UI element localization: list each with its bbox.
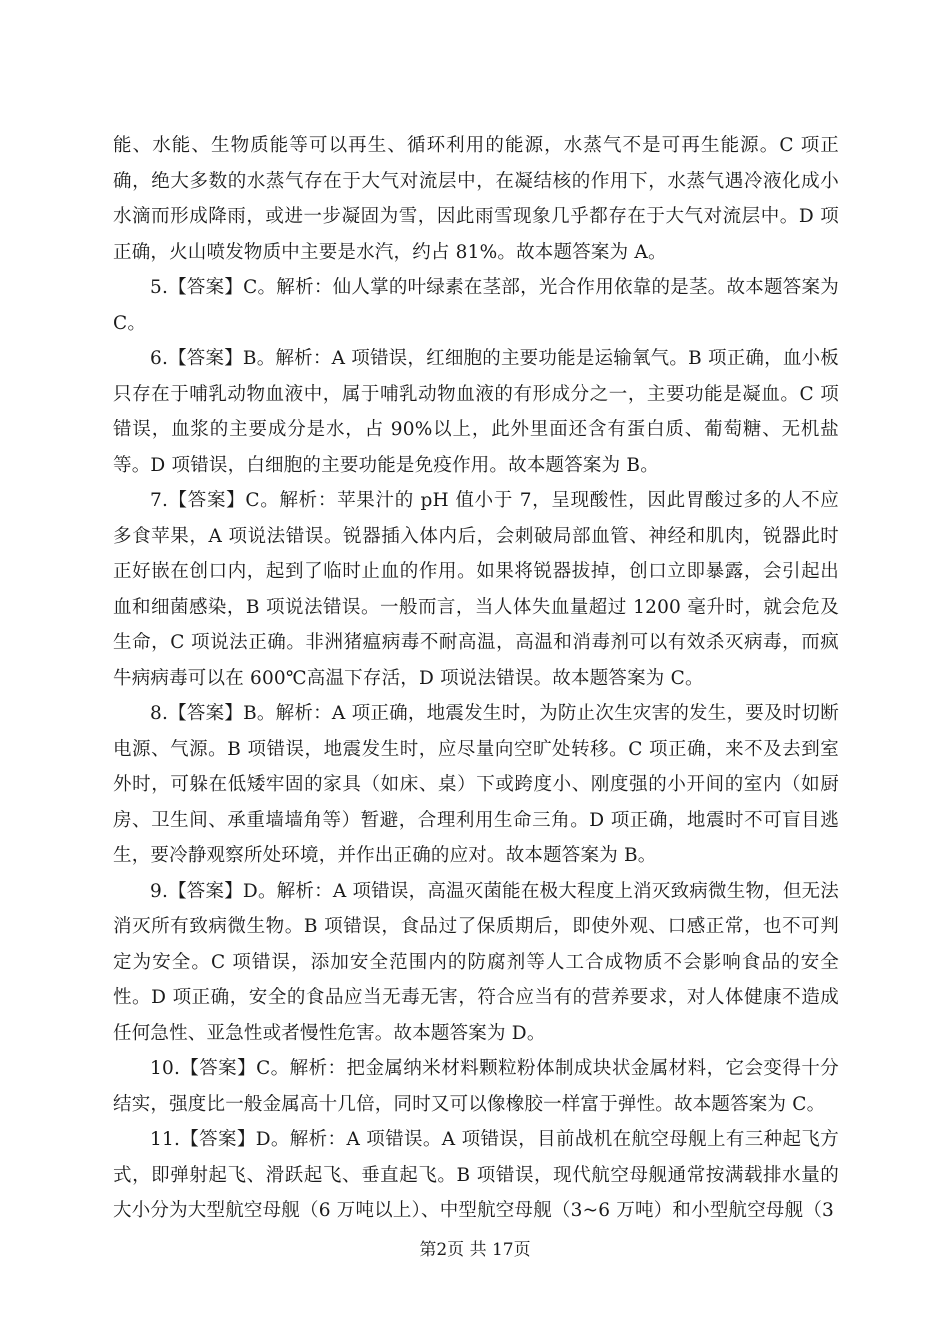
answer-11: 11.【答案】D。解析：A 项错误。A 项错误，目前战机在航空母舰上有三种起飞方式，即弹射起飞、滑跃起飞、垂直起飞。B 项错误，现代航空母舰通常按满载排水量的大小分为大型航空母舰（6 万吨以上）、中型航空母舰（3~6 万吨）和小型航空母舰（3 xyxy=(113,1129,839,1221)
answer-10: 10.【答案】C。解析：把金属纳米材料颗粒粉体制成块状金属材料，它会变得十分结实，强度比一般金属高十几倍，同时又可以像橡胶一样富于弹性。故本题答案为 C。 xyxy=(113,1058,839,1115)
answer-7: 7.【答案】C。解析：苹果汁的 pH 值小于 7，呈现酸性，因此胃酸过多的人不应多食苹果，A 项说法错误。锐器插入体内后，会刺破局部血管、神经和肌肉，锐器此时正好嵌在创口内，起到了临时止血的作用。如果将锐器拔掉，创口立即暴露，会引起出血和细菌感染，B 项说法错误。一般而言，当人体失血量超过 1200 毫升时，就会危及生命，C 项说法正确。非洲猪瘟病毒不耐高温，高温和消毒剂可以有效杀灭病毒，而疯牛病病毒可以在 600℃高温下存活，D 项说法错误。故本题答案为 C。 xyxy=(113,490,839,689)
answer-8: 8.【答案】B。解析：A 项正确，地震发生时，为防止次生灾害的发生，要及时切断电源、气源。B 项错误，地震发生时，应尽量向空旷处转移。C 项正确，来不及去到室外时，可躲在低矮牢固的家具（如床、桌）下或跨度小、刚度强的小开间的室内（如厨房、卫生间、承重墙墙角等）暂避，合理利用生命三角。D 项正确，地震时不可盲目逃生，要冷静观察所处环境，并作出正确的应对。故本题答案为 B。 xyxy=(113,703,839,866)
paragraph-continued: 能、水能、生物质能等可以再生、循环利用的能源，水蒸气不是可再生能源。C 项正确，绝大多数的水蒸气存在于大气对流层中，在凝结核的作用下，水蒸气遇冷液化成小水滴而形成降雨，或进一步凝固为雪，因此雨雪现象几乎都存在于大气对流层中。D 项正确，火山喷发物质中主要是水汽，约占 81%。故本题答案为 A。 xyxy=(113,135,839,263)
answer-9: 9.【答案】D。解析：A 项错误，高温灭菌能在极大程度上消灭致病微生物，但无法消灭所有致病微生物。B 项错误，食品过了保质期后，即使外观、口感正常，也不可判定为安全。C 项错误，添加安全范围内的防腐剂等人工合成物质不会影响食品的安全性。D 项正确，安全的食品应当无毒无害，符合应当有的营养要求，对人体健康不造成任何急性、亚急性或者慢性危害。故本题答案为 D。 xyxy=(113,880,839,1044)
answer-6: 6.【答案】B。解析：A 项错误，红细胞的主要功能是运输氧气。B 项正确，血小板只存在于哺乳动物血液中，属于哺乳动物血液的有形成分之一，主要功能是凝血。C 项错误，血浆的主要成分是水，占 90%以上，此外里面还含有蛋白质、葡萄糖、无机盐等。D 项错误，白细胞的主要功能是免疫作用。故本题答案为 B。 xyxy=(113,348,839,476)
answer-5: 5.【答案】C。解析：仙人掌的叶绿素在茎部，光合作用依靠的是茎。故本题答案为C。 xyxy=(113,277,839,334)
page-footer: 第2页 共 17页 xyxy=(419,1240,531,1260)
document-body xyxy=(113,128,839,1229)
